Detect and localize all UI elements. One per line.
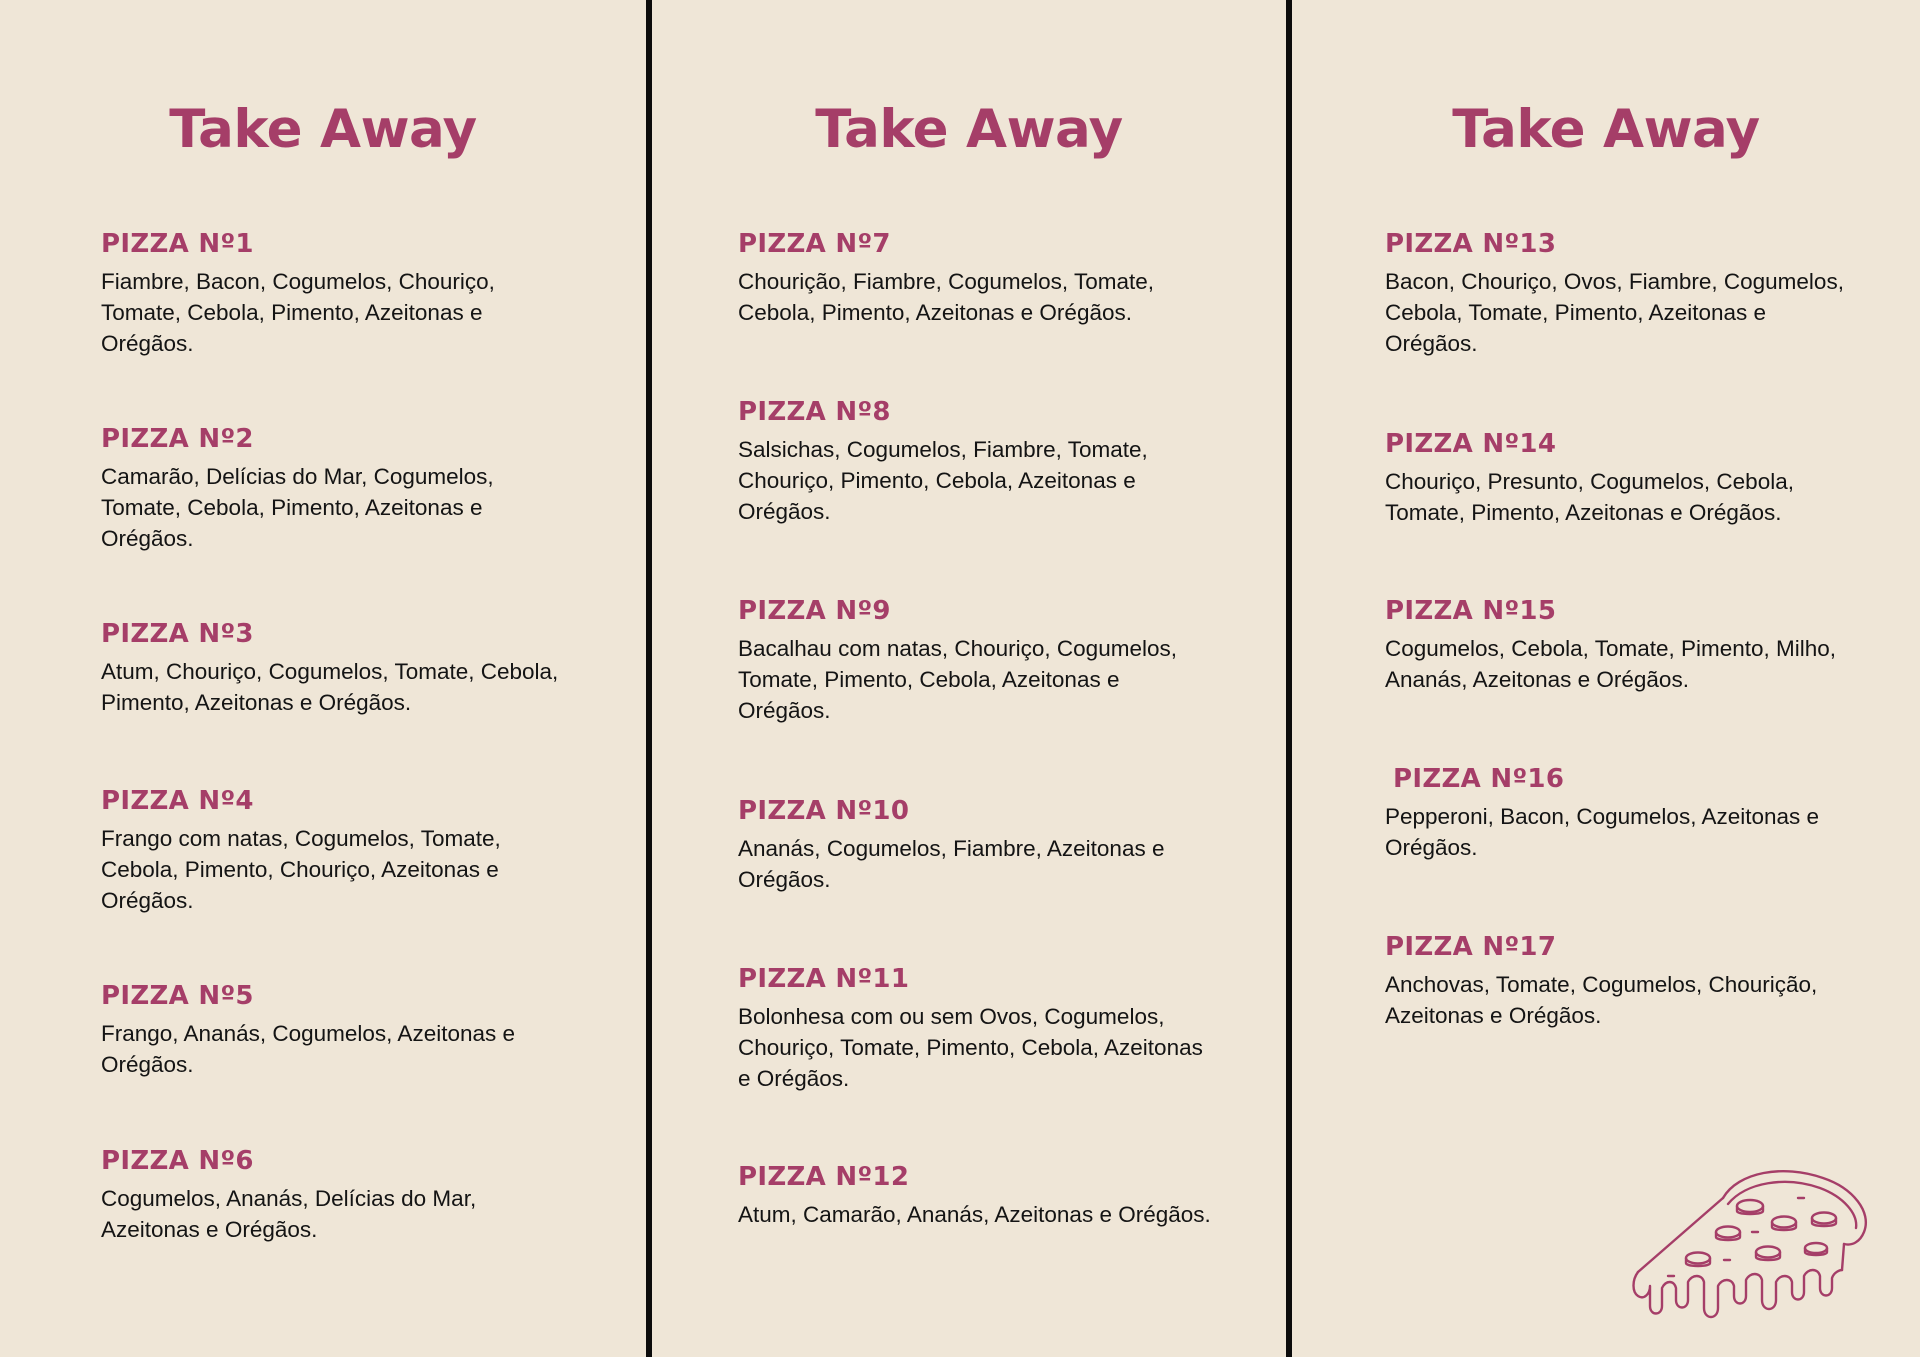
item-name: PIZZA Nº7 bbox=[738, 229, 891, 259]
menu-item bbox=[1385, 763, 1855, 863]
item-name: PIZZA Nº9 bbox=[738, 596, 891, 626]
item-description: Anchovas, Tomate, Cogumelos, Chourição, Azeitonas e Orégãos. bbox=[1385, 972, 1818, 1028]
column-title: Take Away bbox=[169, 99, 477, 160]
item-name: PIZZA Nº6 bbox=[101, 1146, 254, 1176]
column-title: Take Away bbox=[1452, 99, 1760, 160]
menu-item bbox=[738, 795, 1213, 895]
menu-item bbox=[1385, 931, 1855, 1031]
menu-item bbox=[101, 228, 571, 359]
item-name: PIZZA Nº17 bbox=[1385, 932, 1557, 962]
menu-item bbox=[738, 1161, 1213, 1230]
item-name: PIZZA Nº15 bbox=[1385, 596, 1557, 626]
item-name: PIZZA Nº2 bbox=[101, 424, 254, 454]
item-name: PIZZA Nº16 bbox=[1393, 764, 1565, 794]
item-description: Atum, Chouriço, Cogumelos, Tomate, Cebola, Pimento, Azeitonas e Orégãos. bbox=[101, 659, 559, 715]
menu-item bbox=[738, 396, 1213, 527]
menu-item bbox=[101, 618, 571, 718]
menu-item bbox=[738, 963, 1213, 1094]
item-description: Chourição, Fiambre, Cogumelos, Tomate, Cebola, Pimento, Azeitonas e Orégãos. bbox=[738, 269, 1155, 325]
item-description: Frango, Ananás, Cogumelos, Azeitonas e Orégãos. bbox=[101, 1021, 516, 1077]
menu-item bbox=[1385, 228, 1855, 359]
item-name: PIZZA Nº8 bbox=[738, 397, 891, 427]
item-name: PIZZA Nº11 bbox=[738, 964, 910, 994]
menu-item bbox=[101, 785, 571, 916]
menu-column-3 bbox=[1292, 0, 1920, 1357]
item-description: Camarão, Delícias do Mar, Cogumelos, Tomate, Cebola, Pimento, Azeitonas e Orégãos. bbox=[101, 464, 494, 551]
item-description: Bacon, Chouriço, Ovos, Fiambre, Cogumelos, Cebola, Tomate, Pimento, Azeitonas e Orégãos. bbox=[1385, 269, 1844, 356]
item-description: Cogumelos, Ananás, Delícias do Mar, Azeitonas e Orégãos. bbox=[101, 1186, 477, 1242]
menu-item bbox=[738, 595, 1213, 726]
item-description: Fiambre, Bacon, Cogumelos, Chouriço, Tomate, Cebola, Pimento, Azeitonas e Orégãos. bbox=[101, 269, 495, 356]
menu-item bbox=[101, 423, 571, 554]
item-description: Salsichas, Cogumelos, Fiambre, Tomate, Chouriço, Pimento, Cebola, Azeitonas e Orégãos. bbox=[738, 437, 1148, 524]
item-description: Atum, Camarão, Ananás, Azeitonas e Orégãos. bbox=[738, 1202, 1211, 1227]
menu-item bbox=[1385, 595, 1855, 695]
menu-item bbox=[1385, 428, 1855, 528]
item-description: Ananás, Cogumelos, Fiambre, Azeitonas e Orégãos. bbox=[738, 836, 1165, 892]
item-description: Bacalhau com natas, Chouriço, Cogumelos, Tomate, Pimento, Cebola, Azeitonas e Orégãos. bbox=[738, 636, 1177, 723]
item-name: PIZZA Nº1 bbox=[101, 229, 254, 259]
menu-column-1 bbox=[0, 0, 646, 1357]
pizza-slice-icon bbox=[1628, 1160, 1878, 1330]
item-name: PIZZA Nº4 bbox=[101, 786, 254, 816]
item-name: PIZZA Nº5 bbox=[101, 981, 254, 1011]
item-description: Chouriço, Presunto, Cogumelos, Cebola, Tomate, Pimento, Azeitonas e Orégãos. bbox=[1385, 469, 1794, 525]
item-description: Bolonhesa com ou sem Ovos, Cogumelos, Chouriço, Tomate, Pimento, Cebola, Azeitonas e Orégãos. bbox=[738, 1004, 1203, 1091]
item-description: Pepperoni, Bacon, Cogumelos, Azeitonas e Orégãos. bbox=[1385, 804, 1820, 860]
menu-column-2 bbox=[652, 0, 1286, 1357]
item-name: PIZZA Nº10 bbox=[738, 796, 910, 826]
item-name: PIZZA Nº14 bbox=[1385, 429, 1557, 459]
column-title: Take Away bbox=[815, 99, 1123, 160]
menu-item bbox=[738, 228, 1213, 328]
menu-item bbox=[101, 1145, 571, 1245]
item-name: PIZZA Nº13 bbox=[1385, 229, 1557, 259]
item-name: PIZZA Nº12 bbox=[738, 1162, 910, 1192]
item-name: PIZZA Nº3 bbox=[101, 619, 254, 649]
item-description: Cogumelos, Cebola, Tomate, Pimento, Milho, Ananás, Azeitonas e Orégãos. bbox=[1385, 636, 1837, 692]
item-description: Frango com natas, Cogumelos, Tomate, Cebola, Pimento, Chouriço, Azeitonas e Orégãos. bbox=[101, 826, 501, 913]
menu-item bbox=[101, 980, 571, 1080]
